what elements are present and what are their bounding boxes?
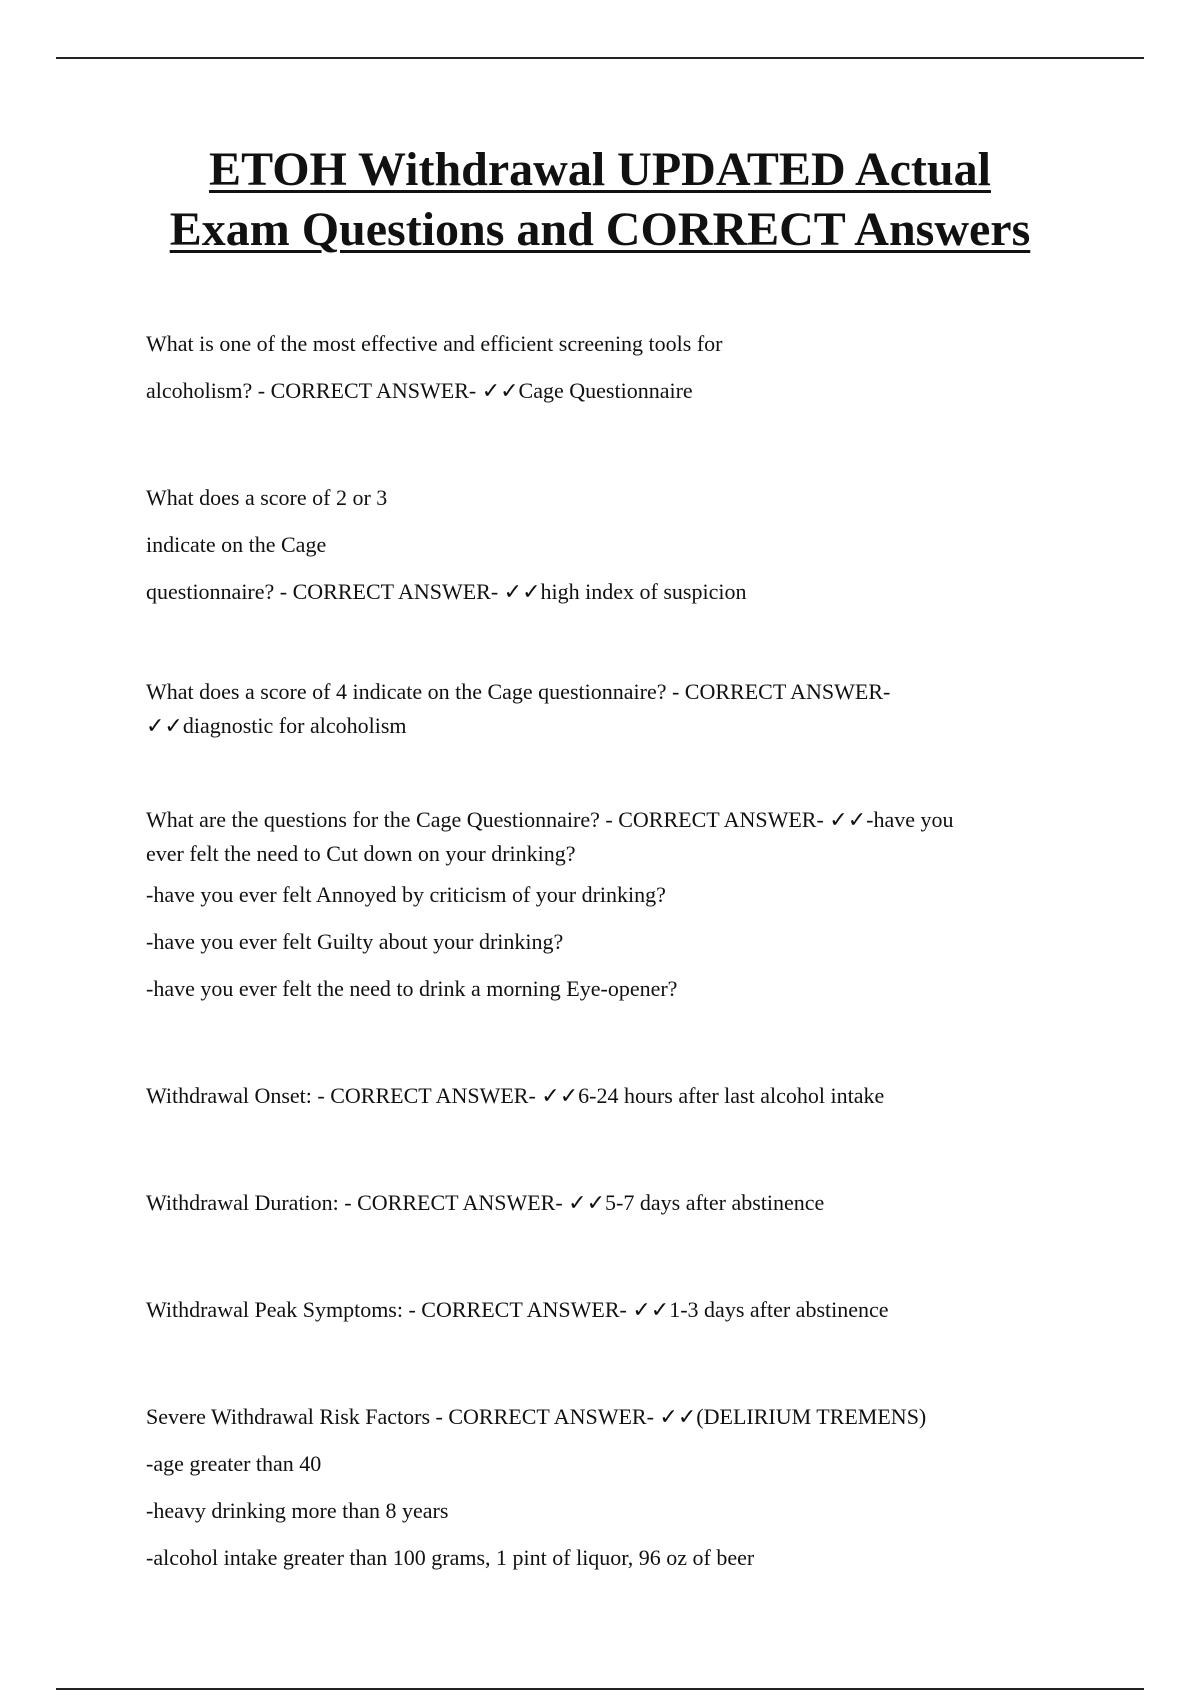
document-title xyxy=(0,140,1200,260)
qa-item xyxy=(146,1179,1046,1226)
qa-line: -age greater than 40 xyxy=(146,1451,322,1476)
qa-item xyxy=(146,803,1046,1012)
spacer xyxy=(146,414,1046,474)
spacer xyxy=(146,1333,1046,1393)
qa-line: What does a score of 4 indicate on the Cage questionnaire? - CORRECT ANSWER- xyxy=(146,679,891,704)
qa-line: Withdrawal Onset: - CORRECT ANSWER- ✓✓6-24 hours after last alcohol intake xyxy=(146,1083,885,1108)
qa-item xyxy=(146,474,1046,615)
qa-line: -have you ever felt Guilty about your drinking? xyxy=(146,929,564,954)
qa-line: alcoholism? - CORRECT ANSWER- ✓✓Cage Questionnaire xyxy=(146,378,693,403)
qa-line: Severe Withdrawal Risk Factors - CORRECT ANSWER- ✓✓(DELIRIUM TREMENS) xyxy=(146,1404,927,1429)
spacer xyxy=(146,1119,1046,1179)
qa-line: -alcohol intake greater than 100 grams, 1 pint of liquor, 96 oz of beer xyxy=(146,1545,755,1570)
qa-line: Withdrawal Peak Symptoms: - CORRECT ANSWER- ✓✓1-3 days after abstinence xyxy=(146,1297,889,1322)
qa-line: ✓✓diagnostic for alcoholism xyxy=(146,713,407,738)
spacer xyxy=(146,615,1046,675)
qa-item xyxy=(146,675,1046,743)
spacer xyxy=(146,743,1046,803)
qa-line: questionnaire? - CORRECT ANSWER- ✓✓high index of suspicion xyxy=(146,579,747,604)
qa-line: -heavy drinking more than 8 years xyxy=(146,1498,449,1523)
qa-item xyxy=(146,1072,1046,1119)
qa-line: What is one of the most effective and efficient screening tools for xyxy=(146,331,723,356)
qa-line: ever felt the need to Cut down on your drinking? xyxy=(146,841,576,866)
title-line-1: ETOH Withdrawal UPDATED Actual xyxy=(209,143,991,196)
spacer xyxy=(146,1012,1046,1072)
footer-rule xyxy=(56,1688,1144,1690)
qa-line: What are the questions for the Cage Questionnaire? - CORRECT ANSWER- ✓✓-have you xyxy=(146,807,954,832)
qa-item xyxy=(146,320,1046,414)
qa-line: indicate on the Cage xyxy=(146,532,327,557)
qa-line: -have you ever felt the need to drink a morning Eye-opener? xyxy=(146,976,678,1001)
qa-item xyxy=(146,1393,1046,1581)
spacer xyxy=(146,1226,1046,1286)
qa-content xyxy=(146,320,1046,1581)
qa-item xyxy=(146,1286,1046,1333)
qa-line: Withdrawal Duration: - CORRECT ANSWER- ✓✓5-7 days after abstinence xyxy=(146,1190,825,1215)
title-line-2: Exam Questions and CORRECT Answers xyxy=(169,203,1031,256)
qa-line: -have you ever felt Annoyed by criticism of your drinking? xyxy=(146,882,666,907)
qa-line: What does a score of 2 or 3 xyxy=(146,485,388,510)
header-rule xyxy=(56,57,1144,59)
